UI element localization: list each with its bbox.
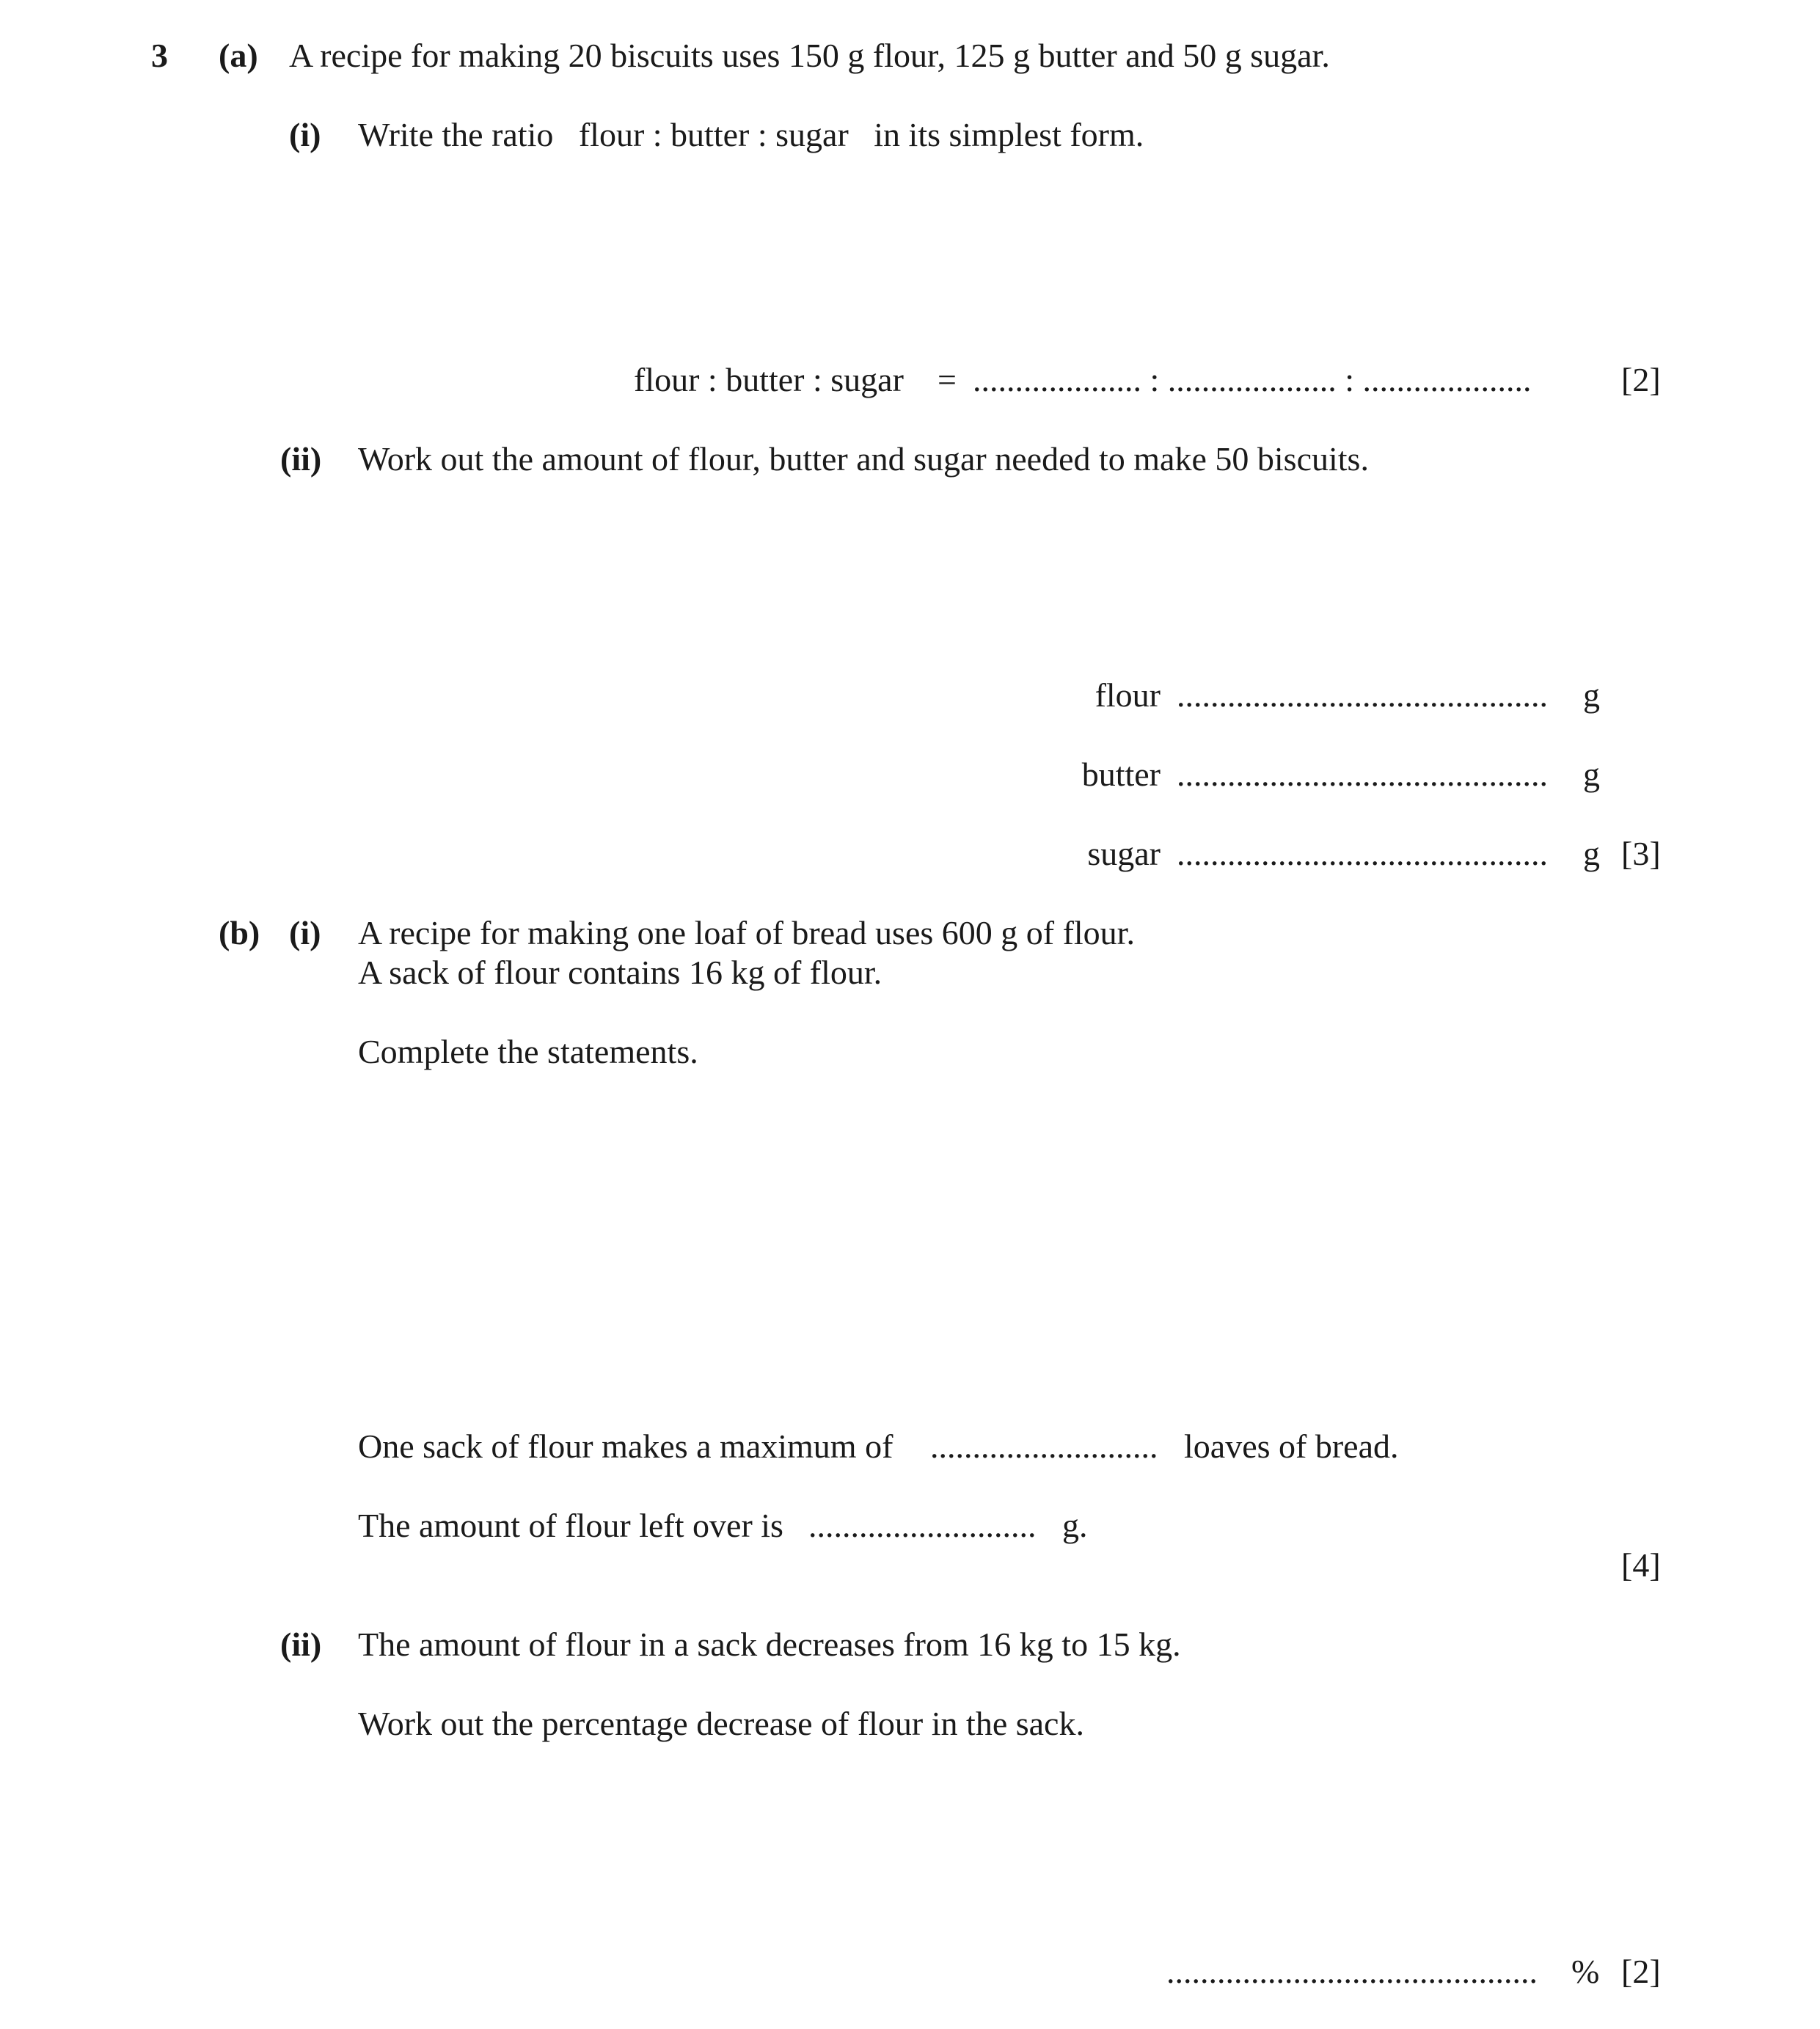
butter-answer-unit: g — [1583, 756, 1600, 793]
part-a-ii-label: (ii) — [280, 440, 322, 478]
part-b-ii-instruction: Work out the percentage decrease of flour in the sack. — [358, 1705, 1084, 1742]
part-b-i-label: (i) — [289, 914, 321, 951]
statement1-suffix: loaves of bread. — [1184, 1427, 1399, 1465]
part-b-label: (b) — [219, 914, 260, 951]
part-b-i-instruction: Complete the statements. — [358, 1033, 698, 1070]
butter-answer-blank[interactable]: ............................................ — [1177, 756, 1548, 793]
part-b-i-line1: A recipe for making one loaf of bread uses 600 g of flour. — [358, 914, 1135, 951]
butter-answer-label: butter — [1081, 756, 1161, 793]
flour-answer-unit: g — [1583, 676, 1600, 714]
flour-answer-blank[interactable]: ............................................ — [1177, 676, 1548, 714]
part-a-i-label: (i) — [289, 116, 321, 153]
statement2-text: The amount of flour left over is — [358, 1507, 783, 1544]
part-b-ii-question: The amount of flour in a sack decreases from 16 kg to 15 kg. — [358, 1626, 1181, 1663]
ratio-answer-blanks[interactable]: .................... : .................... : .................... — [973, 361, 1532, 398]
part-a-label: (a) — [219, 37, 258, 74]
sugar-answer-blank[interactable]: ............................................ — [1177, 835, 1548, 872]
percentage-answer-blank[interactable]: ............................................ — [1166, 1953, 1538, 1990]
statement1-blank[interactable]: ........................... — [930, 1427, 1158, 1465]
part-b-i-line2: A sack of flour contains 16 kg of flour. — [358, 954, 882, 991]
percentage-answer-unit: % — [1571, 1953, 1600, 1990]
question-number: 3 — [151, 37, 168, 74]
ratio-equals-sign: = — [938, 361, 957, 398]
part-b-ii-marks: [2] — [1621, 1953, 1661, 1990]
part-a-i-question: Write the ratio flour : butter : sugar in its simplest form. — [358, 116, 1144, 153]
sugar-answer-unit: g — [1583, 835, 1600, 872]
statement1-text: One sack of flour makes a maximum of — [358, 1427, 893, 1465]
part-b-i-marks: [4] — [1621, 1546, 1661, 1584]
flour-answer-label: flour — [1094, 676, 1161, 714]
part-a-stem: A recipe for making 20 biscuits uses 150 g flour, 125 g butter and 50 g sugar. — [289, 37, 1330, 74]
sugar-answer-label: sugar — [1087, 835, 1161, 872]
part-a-ii-question: Work out the amount of flour, butter and sugar needed to make 50 biscuits. — [358, 440, 1369, 478]
statement2-blank[interactable]: ........................... — [808, 1507, 1037, 1544]
part-a-ii-marks: [3] — [1621, 835, 1661, 872]
statement2-suffix: g. — [1062, 1507, 1088, 1544]
part-a-i-marks: [2] — [1621, 361, 1661, 398]
part-b-ii-label: (ii) — [280, 1626, 322, 1663]
ratio-answer-label: flour : butter : sugar — [634, 361, 904, 398]
